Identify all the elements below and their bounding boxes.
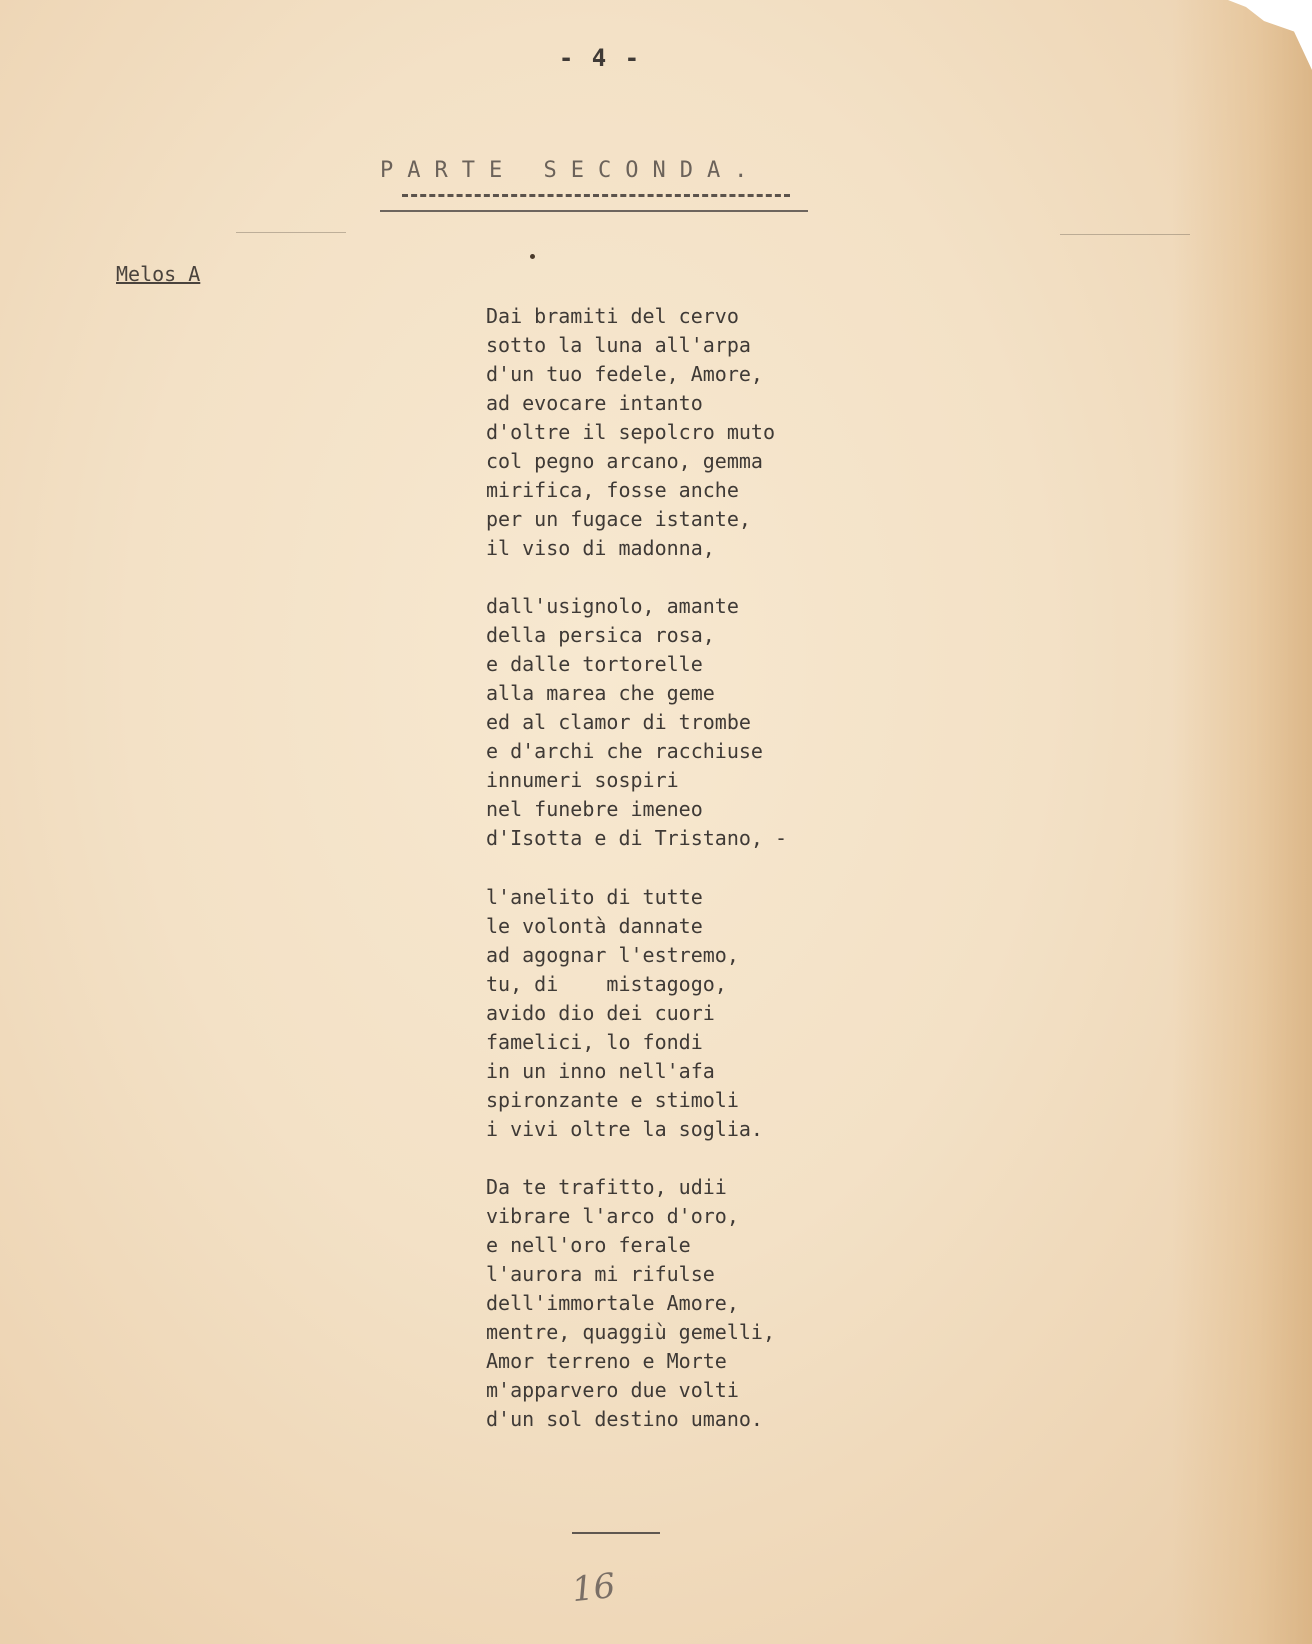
- poem-line: dell'immortale Amore,: [486, 1291, 739, 1315]
- poem-line: ad evocare intanto: [486, 391, 703, 415]
- poem-line: in un inno nell'afa: [486, 1059, 715, 1083]
- poem-line: d'Isotta e di Tristano, -: [486, 826, 788, 850]
- poem-line: spironzante e stimoli: [486, 1088, 739, 1112]
- ink-speck: [530, 254, 535, 259]
- poem-line: sotto la luna all'arpa: [486, 333, 751, 357]
- poem-stanza-4: [486, 1173, 775, 1434]
- poem-line: e dalle tortorelle: [486, 652, 703, 676]
- poem-line: i vivi oltre la soglia.: [486, 1117, 763, 1141]
- poem-line: innumeri sospiri: [486, 768, 679, 792]
- poem-line: per un fugace istante,: [486, 507, 751, 531]
- section-title: PARTE SECONDA.: [380, 158, 762, 183]
- right-faint-rule: [1060, 234, 1190, 235]
- poem-line: mentre, quaggiù gemelli,: [486, 1320, 775, 1344]
- title-dashed-underline: [402, 194, 790, 197]
- poem-line: tu, di mistagogo,: [486, 972, 727, 996]
- poem-line: nel funebre imeneo: [486, 797, 703, 821]
- poem-line: d'un tuo fedele, Amore,: [486, 362, 763, 386]
- poem-line: famelici, lo fondi: [486, 1030, 703, 1054]
- poem-line: le volontà dannate: [486, 914, 703, 938]
- poem-line: m'apparvero due volti: [486, 1378, 739, 1402]
- poem-line: vibrare l'arco d'oro,: [486, 1204, 739, 1228]
- poem-line: della persica rosa,: [486, 623, 715, 647]
- poem-line: l'anelito di tutte: [486, 885, 703, 909]
- poem-stanza-1: [486, 302, 775, 563]
- left-faint-rule: [236, 232, 346, 233]
- poem-line: mirifica, fosse anche: [486, 478, 739, 502]
- poem-line: Da te trafitto, udii: [486, 1175, 727, 1199]
- poem-line: ad agognar l'estremo,: [486, 943, 739, 967]
- poem-line: avido dio dei cuori: [486, 1001, 715, 1025]
- poem-line: Dai bramiti del cervo: [486, 304, 739, 328]
- poem-line: ed al clamor di trombe: [486, 710, 751, 734]
- handwritten-folio-number: 16: [570, 1565, 618, 1611]
- poem-line: il viso di madonna,: [486, 536, 715, 560]
- poem-line: alla marea che geme: [486, 681, 715, 705]
- poem-line: e nell'oro ferale: [486, 1233, 691, 1257]
- poem-line: d'un sol destino umano.: [486, 1407, 763, 1431]
- poem-line: dall'usignolo, amante: [486, 594, 739, 618]
- title-solid-underline: [380, 210, 808, 212]
- poem-line: col pegno arcano, gemma: [486, 449, 763, 473]
- poem-stanza-2: [486, 592, 787, 853]
- poem-line: e d'archi che racchiuse: [486, 739, 763, 763]
- section-label: Melos A: [116, 262, 201, 286]
- poem-line: Amor terreno e Morte: [486, 1349, 727, 1373]
- poem-line: d'oltre il sepolcro muto: [486, 420, 775, 444]
- bottom-rule: [572, 1532, 660, 1534]
- paper-edge-stain: [1172, 0, 1312, 1644]
- poem-line: l'aurora mi rifulse: [486, 1262, 715, 1286]
- page-number: - 4 -: [558, 44, 642, 72]
- poem-stanza-3: [486, 883, 763, 1144]
